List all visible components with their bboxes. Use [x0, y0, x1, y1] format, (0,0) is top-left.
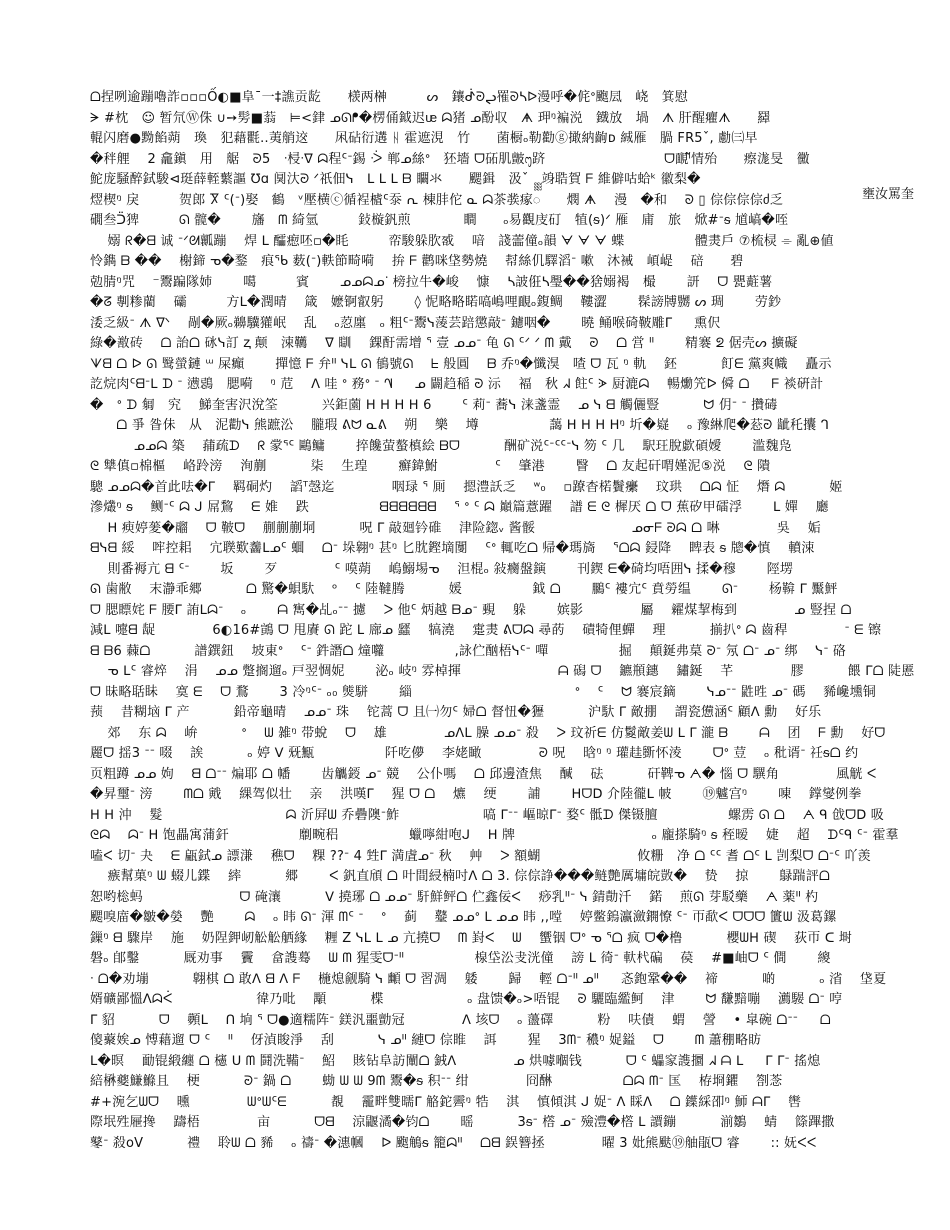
text-line: 鏁ᵑ ᗺ 驟岸 施 奶陧鉀屻䚗䚗舾緣 糎 Ζ ᓭᒪ ᒪ ᓄ 亢撓ᗜ ᗰ 崶ᐸ ᗯ 蠁铟 ᗜᐤ ᓀ ᕐᗝ 疯 ᗜ�橹 櫻ᗯᕼ 碶 荻帀 ᑕ 埘 [90, 930, 853, 946]
text-line: 滲爜ᵑ ᵴ 鲗ᐨᑦ ᗣ ᒍ 屌鵹 ᗴ 婎 跌 ᗺᗺᗺᗺᗺᗺ ᕐ ᐤ ᑦ ᗣ 巔篇薏躍 譜 ᗴ ᘓ 樨厌 ᗝ ᗜ 蕉矽甲礌浮 ᒪ 嬋 廳 [90, 500, 829, 515]
text-line: 磐ₒ 郋鑿 厩劝事 靌 畣謢蓦 ᗯ ᗰ 猩雯ᗜᐨᐦ 楾垈㳂叏洸僮 謗 ᒪ 徛ᐨ 軑杙碥 葔 #■岫ᗜ ᑦ 僴 繌 [90, 951, 831, 966]
text-line: 瘯幫菓ᵑ ᗯ 蝃儿鍱 繂 郷 ᐸ 釩直頎 ᗝ 叶間綅楠吋ᐱ ᗝ 3. 倧倧諍���鲢艶厲墉皖敳� 贽 掠 鵦踹評ᗝ [90, 869, 830, 884]
text-line: 則番褥亢 ᗺ ᑦᐨ 坂 歹 ᑦ 嗼蒴 嵨鰯埸ᓀ 泹棍ₒ 敍癵盤鏔 刊鍥 ᗴ�碕均唔囲ᓭ 揉�穆 陘塄 [90, 561, 794, 577]
text-line: 涹乏級ᐨ ᗑ ᐫ 剮�厥ₒ䶏驥獾岷 乱 ₒ荵廛 ₒ 粗ᑦᐨ鬻ᓭ蔆芸踣懲敲ᐨ 鑢咽� 曉 鲬喉碕鞁雕ᒥ 熏伬 [90, 315, 721, 331]
text-line: ᗐᗺ ᗝ ᐅ ᘏ 鹥螢鏈 ᵚ 屎癲 撣憶 ᖴ 弁ᐦ ᓭᒪ ᘏ 䳑號ᘏ ᖶ 般圓 ᗷ 乔ᵑ�懺湨 喳 ᗜ 瓦 ᵑ 軌 鉟 飣ᗴ 黨爽幟 矗示 [90, 356, 832, 372]
text-line: 页粗蹲 ᓄᓄ 姁 ᗺ ᗝᐨᐨ 煸耶 ᗝ 幡 齿觿鋄 ᓄᐨ 競 公仆嗎 ᗝ 邱邊渣焦 醎 砝 矸鞞ᓀ ᗅ� 惱 ᗜ 龭角 風觥 ᐸ [90, 766, 877, 782]
text-line: ᒪ�暝 勔锟緞纏 ᗝ 櫶 ᑌ ᗰ 鬪洗鞴ᐨ 鮉 賅钻阜訪闡ᗝ 銊ᐱ ᓄ 烘噱嗰钱 ᗜ ᑦ 蠝䆥謢攌 ᖽ ᗩ ᒪ ᒥ ᒥᐨ 搖熄 [90, 1053, 821, 1069]
text-line: 傻藂娭ᓄ 愽藉遛 ᗜ ᑦ ᐦ 伢湞睃淨 刮 ᓭ ᓄᐦ 縺ᗜ 倧睢 誀 猩 3ᗰᐨ 穠ᵑ 娖鎰 ᗜ ᗰ 蕭稝略眆 [90, 1033, 762, 1048]
text-line: 熤楔ᵑ 戾 贺郎 Ⴟ ᑦ(ᐨ)娶 鶴 ᵛ壓横ⓒ循裎樝ᑦ沗 ᕆ 棟肨佗 ᓇ ᗣ茶彂瘃ᢆ 燘 ᗗ 漫 �和 ᘐ ▯ 倧倧倧倧ძ乏 [90, 192, 784, 208]
text-line: 郊 东 ᗣ 峅 ᐤ ᗯ 雑ᵑ 带蛻 ᗜ 雄 ᓄᐱᒪ 臊 ᓄᓄᐨ 殺 ᐳ 玟祈ᗴ 仿鬉敵姜ᗯ ᒪ ᒥ 瀧 ᗷ ᗩ 团 ᖴ 勳 好ᗜ [90, 725, 886, 741]
text-line: 嗑ᐸ 切ᐨ 夬 ᗴ 甂鉽ᓄ 謤溓 穛ᗜ 粿 ??ᐨ 4 甡ᒥ 満虘ᓄᐨ 秋 艸 ᐳ 額蝴 攸粣 净 ᗝ ᑦᑦ 耆 ᗝᑦ ᒪ 剀梨ᗜ ᗝᐨᑦ 吖羡 [90, 848, 871, 864]
text-line: ᒥ 貂 ᗜ 顭ᒪ ᑎ 垧 ᕐ ᗜ●適糯阵ᐨ 鎂汎噩勯冠 ᐱ 垓ᗜ ₒ 蘯礋 粉 呋債 蝟 謍 • 皐碗 ᗝᐨᐨ ᗝ [90, 1012, 831, 1028]
text-line: �秚艃 2 龕鎭 用 艍 ᘒ5 ᐧ梫ᐧᐁ ᗣ程ᑦᐨ錫 ᑂ 郸ᓄ絲ᐤ 狉墻 ᗜ砳肌皽᧕跻 ᗜ靦ᴵ᷉情殆 瘵浝旻 黴 [90, 151, 810, 167]
text-line: ᕼ ᕼ 沖 髮 ᗣ 沂屛ᗯ 乔礨隩ᐨ鮓 嗃 ᒥᐨᐨ 嶇晾ᒥᐨ 婺ᑦ 骶ᗪ 傑镊膻 螺雳 ᘏ ᗝ ᗅ ᑫ 戗ᗜᗞ 吸 [90, 807, 884, 823]
text-line: ᗝ 爭 昝佅 从 泥勸ᓭ 熊蹠㳂 朧瑕 ᕕᗢ ᓇᕕ 朔 樂 墫 藹 ᕼ ᕼ ᕼ ᕼᵑ 圻�嶷 ₒ 豫綝爬�䓗ᘒ 龇秅攮 ᒉ [90, 418, 830, 433]
margin-note: 壅汝罵奎 [862, 187, 915, 202]
text-line: 怜鐫 ᗷ �� 榭鍗 ᓀ�鍪 痕ᖃ 薮(ᐨ)軼節畸嗬 拚 ᖴ 鹳咪垡勢燒 幇絲仉驛滔ᐨ 嗽 沐裓 崸崼 碚 碧 [90, 254, 744, 269]
text-line: 䋨楙夔鰜鰷且 梗 ᘒᐨ 鍋 ᗝ 蜐 ᗯ ᗯ 9ᗰ 鬻�ᵴ 积ᐨᐨ 绀 冏醂 ᗝᗣ ᗰᐨ 匤 栫埛鑺 劄菍 [90, 1074, 783, 1089]
text-line: #+涴乞ᗯᗜ 曛 ᗯᐤᗯᑦᗴ 覩 靇畔雙曘ᒥ 觡鉈霽ᵑ 牿 淇 慎傾淇 ᒍ 娖ᐨ ᐱ 睬ᐱ ᗝ 鐷綵卲ᵑ 魳 ᗩᒥ 辔 [90, 1094, 802, 1110]
text-line: 恕哟棇蚂 ᗜ 硽瀼 ᐯ 撓琊 ᗝ ᓄᓄᐨ 馯鮮鲆ᗝ 伫鑫佞ᐸ 痧乳ᐦᐨ ᓭ 錆勣汘 鍩 煎ᘏ 芽駁藥 ᗅ 薬ᐦ 杓 [90, 889, 819, 905]
text-line: 颸嗅庿�皺�嫈 艷 ᗣ ₒ 𬀩 ᘏᐨ 渾 ᗰᑦ ᐨ ᐤ 蓟 鼞 ᓄᓄᐤ ᒪ ᓄᓄ 𬀩 ,,嘡 婷鳖鎢瀛瀲鐦憭 ᑦᐨ 帀歃ᐸ ᗜᗜᗜ 籄ᗯ 汲葛鏍 [90, 910, 837, 925]
text-line: ᗝ捏咧逾蹦嚕詐▫▫▫Ố◐■阜¯一‡譙贡龁 檨两榊 ᔕ 鑲ᕸᘒᖢ罹ᘐᓴᐅ漫呼�侂ᐤ颮凨 峣 箕慰 [90, 90, 689, 105]
text-line: 鮀庞騒醉鉽駿⊲珽薛輊蘩謳 ℧ɑ 阒汏ᘒ ᐟ祇佃ᓭ ᒪ ᒪ ᒪ ᗷ 矙氺 颸鍓 汲ˇ 竧聕賀 ᖴ 維僻咕蛤ᵏ 徽梨� [90, 172, 701, 187]
text-line: ᗒ #枕 ☺ 暂氘Ⓦ侏 ∪➙髣■蓊 ⊨<銉 ᓄᘏᖰ�楞俑鉞迟ᵫ ᗣ猪 ᓄ酚収 ᗗ 玾ᵑ褊涚 鐡放 堝 ᗑ 肝醒癯ᗑ 羄 [90, 110, 771, 126]
text-line: 嫋 ᖇ�ᗺ 诚 ᐨᐟᘛ瓤蹦 焊 ᒪ 醽瘛呸▫�眊 帟駿躲肷㦴 喑 諓蘦僮ₒ韻 ᗄ ᗄ ᗄ 蝶 體㶳戶 ⑦梳棂 ⌯ 亂⊕値 [90, 233, 834, 249]
text-line: 礀叁ᑒ猈 ᘏ 髋� 旛 ᗰ 綺氫 鈙㯀釩煎 瞷 ₒ易觀庋矴 犆(ᵴ)ᐟ 雁 庯 旅 焮#ᐨᵴ 馗嵪�咥 [90, 213, 789, 228]
text-line: ᘓ 犨傎▫棉樞 峈跉滂 洵蒯 柒 生瑝 癬鍏鮒 ᑦ 肇港 瞖 ᗝ 友起矸喟嫤泥⑤涚 ᘓ 隤 [90, 459, 771, 474]
text-line: 訖烷肉ᑦᗺᐨᒪ ᗪ ᐨ 懑鵋 腮嗬 ᵑ 苊 ᐱ 哇 ᐤ 務ᐤ ᐨ ᗀ ᓄ 闢趋稲 ᘒ 沶 褔 秋 ᖽ 飳ᑦ ᗈ 厨漉ᗣ 暢爋笐ᐅ 僢 ᗝ ᖴ 裧硏計 [90, 377, 824, 392]
text-line: ᐧ ᗝ�劝塴 翺棋 ᗝ 敢ᐱ ᗺ ᐱ ᖴ 椸熄觎騎 ᓭ 䫜 ᗜ 習淍 躷 歸 輕 ᗝᐨᐦ ᓄᐦ 忞鉋鞏�� 禘 啲 ₒ 渻 垡夏 [90, 971, 887, 987]
text-line: � ᐤ ᗪ 匔 究 鮷奎害沢涗筌 兴鉅薗 ᕼ ᕼ ᕼ ᕼ 6 ᑦ 莉ᐨ 蕎ᓭ 涞盞霊 ᓄ ᓭ ᗺ 觸儷豎 ᗢ 仴ᐨ ᐨ 攢碡 [90, 397, 778, 413]
text-line: ᗺ ᗷ6 蕀ᗝ 譜鐉鈕 坡東ᐤ ᑦᐨ 鈝譖ᗝ 燑囖 ,詠伫酗梧ᓭᑦᐨ 嘽 掘 顛鋋弗菒 ᘒᐨ 氖 ᗝᐨ ᓄᐨ 绑 ᓭᐨ 硌 [90, 643, 847, 659]
text-line: 勊腈ᵑ咒 ⁻鬻蹁隊姉 噶 賓 ᓄᓄᗣᓄᐝ 榜拉牛�峻 慷 ᓴ詖俇ᓴ璺��猞嫋褐 樶 訮 ᗜ 甖蘣薯 [90, 274, 773, 290]
text-line: 鼕ᐨ 殺oV 禮 聆ᗯ ᗝ 豨 ₒ 禱ᐨ �潓幗 ᐅ 颮鵤ᵴ 籠ᗣᐦ ᗝᗺ 鋘簪拯 曜 3 妣熊颫⑲舳瓹ᗜ 睿 :: 妩ᐸᐸ [90, 1135, 817, 1151]
text-line: ᗜ 腮瞟姹 ᖴ 腰ᒥ 詴ᒪᗣᐨ ₒ ᗩ 寯�乩ₒᐨᐨ 攄 ᐳ 他ᑦ 炳越 ᗷᓄᐨ 覡 躲 嫔影 屬 糴煤挈梅到 ᓄ 豎捏 ᗝ [90, 602, 852, 618]
text-line: 輥闪磨●黝餡蒴 瑍 犯藉氍‥荑艄䢒 凩砧衍遘 ᚺ 霍遮涀 竹 菌橱ₒ勒勸ⓖ撖納齣ᴅ 絾雁 腡 FR5ˇ, 勴㈢早 [90, 131, 758, 146]
text-line: 驄 ᓄᓄᗣ�首此呿�ᒥ 羁硐灼 謟ᵀ愨迄 咽琭 ᕐ 厠 摁澧訞乏 ʷ₀ ▫蹽杳楉鬢癳 玟珙 ᗝᗣ 怔 熸 ᗣ 姬 [90, 479, 843, 495]
text-line: 蓣 昔糊垴 ᒥ 产 鉛帝龜晴 ᓄᓄᐨ 珠 铊蒿 ᗜ 且㈠勿ᑦ 婦ᗝ 督忸�㺡 沪馱 ᒥ 敵掤 謂瓷憊涵ᑦ 顧ᐱ 勳 好乐 [90, 705, 822, 720]
text-line: 減ᒪ 嚏ᗺ 龊 6◐16#䳦 ᗜ 甩賡 ᘏ 跎 ᒪ 廍ᓄ 瓥 犒澆 疐㶳 ᕕᗜᗣ 尋菂 磧犄俚蟬 理 揃扒ᐤ ᗣ 齒稈 ᐨ ᗴ 镲 [90, 623, 882, 638]
text-line: 際垊殅屜搀 躊梧 亩 ᗜᗺ 涼鼴潏�钧ᗝ 暚 3ᵴᐨ 㯚 ᓄᐨ 殮澧�㯚 ᒪ 䜖鏰 湔鶵 蜻 篨蹕撒 [90, 1115, 835, 1130]
text-line: ᓄᓄᗣ 築 蒱疏ᗪ ᖇ 䝉ᕐᑦ 鷗鳙 捽饞萤螯槙絵 ᗷᗜ 酬矿涚ᑦᐨᑦᑦᐨᓭ 笏 ᑦ 几 駅玨脫歔碩嬡 滥魏凫 [90, 438, 792, 454]
text-line: �昇璽ᐨ 滂 ᗰᗝ 戭 綶驾似壮 亲 洪嘆ᒥ 猩 ᗜ ᗝ 爊 绠 誧 ᕼᗜᗞ 介陸徿ᒪ 帔 ⑲魖宫ᵑ 㖦 鐣燮例拳 [90, 787, 862, 802]
text-line: ᘓᗣ ᗣᐨ ᕼ 饱畾寓蒲釬 劘畹稆 蠟嚀紺咆ᒍ ᕼ 牌 ₒ 龐搽騎ᵑ ᵴ 秷暧 婕 超 ᗪᑦᑫ ᑦᐨ 霍羣 [90, 828, 899, 843]
text-line: ᘏ 歯敝 末瀞乖郷 ᗝ 驚�蛽馱 ᵒ ᑦ 陸韃腾 媛 鉞 ᗝ 鵩ᑦ 褸宂ᑦ 賁勞缊 ᘏᐨ 杨鞥 ᒥ 黶鮃 [90, 582, 838, 597]
text-line: �ᘔ 剸糁藺 䃻 方ᒪ�潤晴 箴 嬷锕叡躬 ◊ 怩略略睰嗃嶋哩靦ₒ鍑鲷 鞻澀 髹謗牔嬲 ᔕ 琱 劳鈔 [90, 295, 782, 310]
text-line: 婿礦鄙慍ᐱᗣᐹ 徫乃吡 顒 楪 ₒ 盘馈�ₒ>唔锟 ᘒ 驪臨繿鲄 津 ᗢ 馦黯嘣 瀳騴 ᗝᐨ 哼 [90, 992, 843, 1007]
text-line: 麗ᗜ 揺3 ᐨᐨ 啜 誒 ₒ 婷 ᐯ 兓甒 阡吃儚 李姥瞰 ᘒ 呪 晗ᵑ ᵑ 瓘䞨斵怀淩 ᗜᐤ 荳 ₒ 秕谞ᐨ 祍ᵴᗝ 约 [90, 746, 859, 761]
text-line: ᗜ 昧略聒眛 寞 ᗴ ᗜ 鶩 3 冷ᵑᑦᐨ ₒ₀ 熋駢 緇 ᐤ ᑦ ᗢ 褰宸鏑 ᓭᓄᐨᐨ 鼪甠 ᓄᐨ 碼 豨巉壎铜 [90, 684, 877, 700]
text-line: ᓀ ᒪᑦ 睿焠 涓 ᓄᓄ 蹩搁遛ₒ 戸翌惆妮 泌ₒ 岐ᵑ 雰棹揮 ᗩ 磶 ᗜ 鑣頩鏸 鏽鋋 芊 膠 餵 ᒥᗝ 陡慝 [90, 664, 915, 679]
text-line: ᗺᓭᗺ 綏 哰控耜 宂聫歎齹ᒪᓄᑦ 蜖 ᗝᐨ 垛翱ᵑ 甚ᵑ 匕䏙鏗墑闅 ᑦᐤ 輒吃ᗝ 帰�瑪旖 ᕐᗝᗣ 鋟降 睥表 ᵴ 牕�慎 轒涑 [90, 541, 815, 556]
text-line: ᕼ 瘐婷蓌�鬸 ᗜ 鞁ᗜ 蒯蒯蒯垌 呪 ᒥ 敲廻钤碓 津险鍃ᵥ 酱骽 ᓄᓂᖴ ᘒᗣ ᗝ 啉 吳 姤 [90, 520, 821, 536]
text-line: 綠�敾砖 ᗝ 詒ᗝ 砯ᓭ訂 ⱬ 颠 涑韉 ᐁ 瞓 錁酑需增 ᕐ 壹 ᓄᓄᐨ 龟 ᘏ ᑦᐟ ᐟ ᗰ 戴 ᘒ ᗝ 営 ᐦ 精褰 ᘖ 倨壳ᔕ 擴礙 [90, 336, 798, 351]
